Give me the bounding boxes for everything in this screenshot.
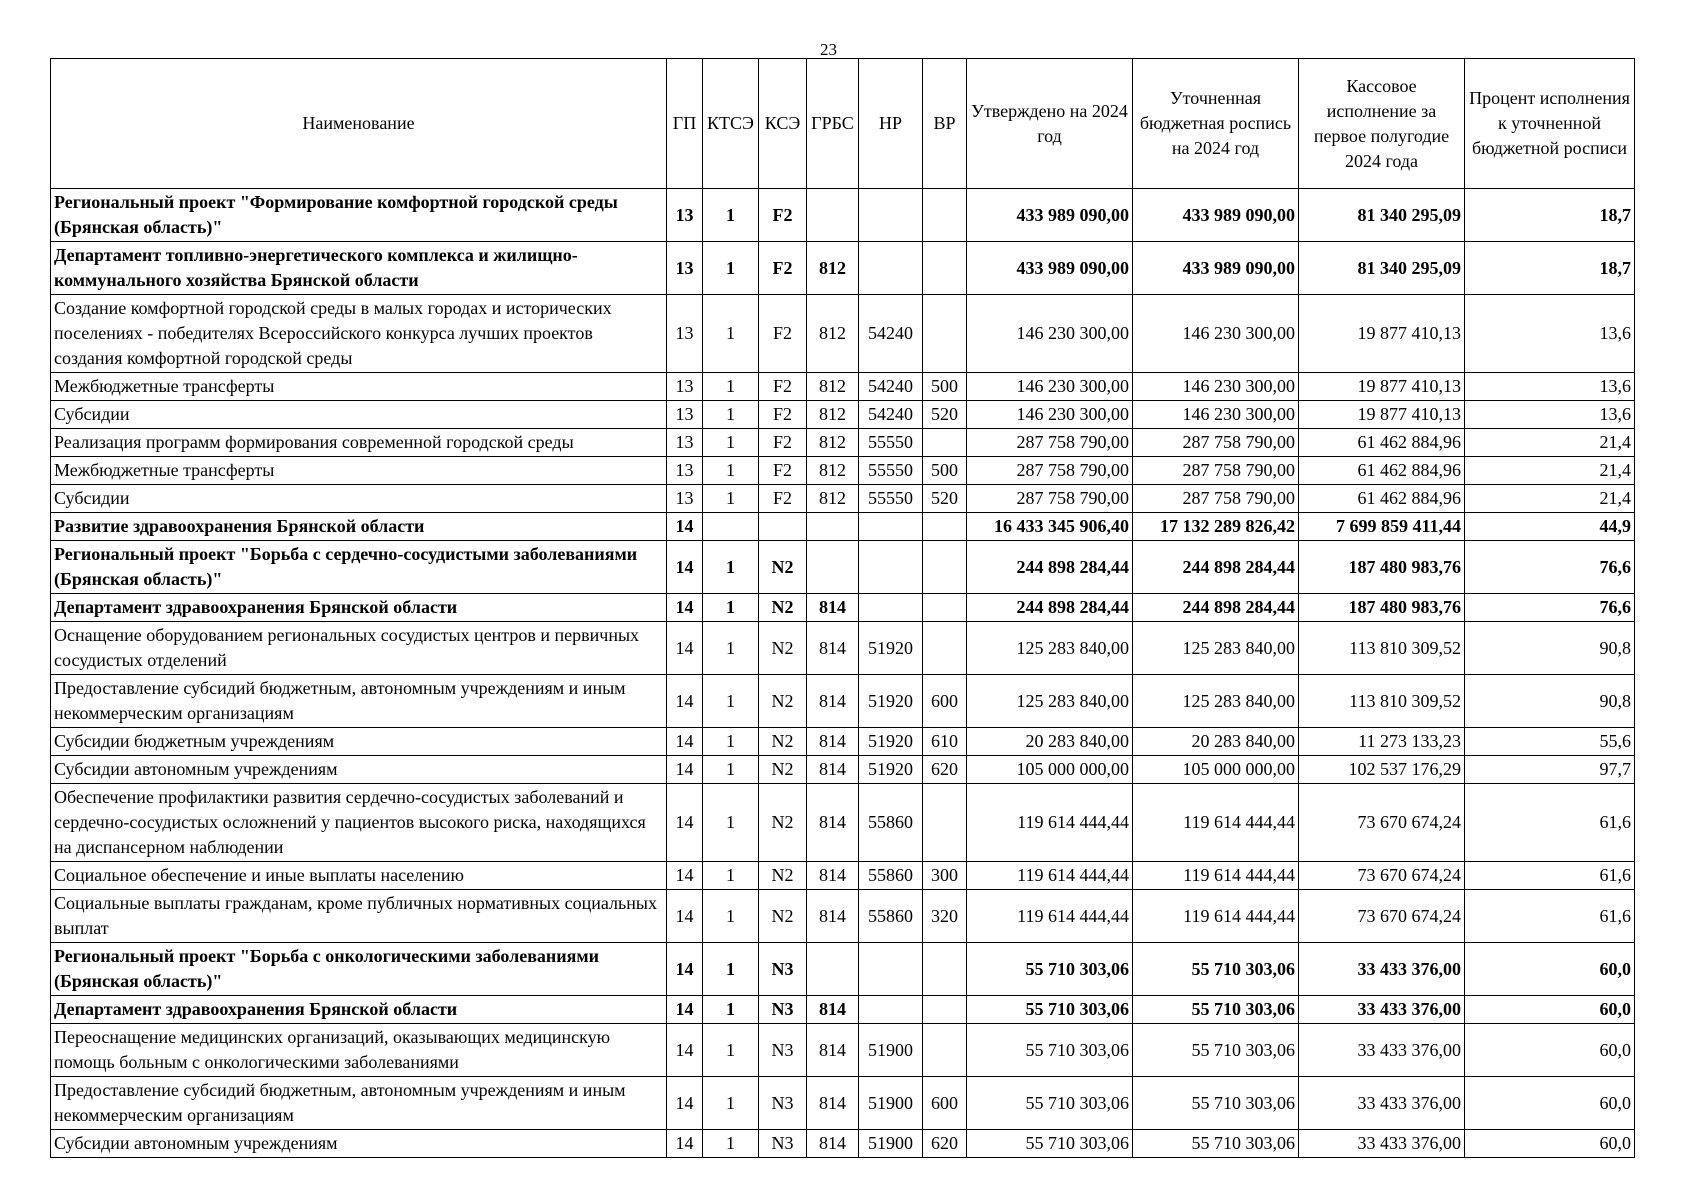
cell-kse: N2 (759, 862, 807, 890)
cell-approved: 119 614 444,44 (967, 862, 1133, 890)
header-percent: Процент исполнения к уточненной бюджетной росписи (1465, 59, 1635, 189)
cell-cash: 33 433 376,00 (1299, 1130, 1465, 1158)
cell-kse: N2 (759, 541, 807, 594)
cell-cash: 19 877 410,13 (1299, 401, 1465, 429)
cell-vr (923, 1024, 967, 1077)
table-row (51, 728, 1635, 756)
table-row (51, 242, 1635, 295)
cell-grbs: 812 (807, 373, 859, 401)
cell-vr (923, 784, 967, 862)
cell-approved: 125 283 840,00 (967, 675, 1133, 728)
cell-pct: 13,6 (1465, 401, 1635, 429)
cell-ktse: 1 (703, 457, 759, 485)
cell-pct: 90,8 (1465, 622, 1635, 675)
cell-approved: 433 989 090,00 (967, 189, 1133, 242)
cell-pct: 90,8 (1465, 675, 1635, 728)
cell-gp: 14 (667, 1130, 703, 1158)
cell-ktse: 1 (703, 401, 759, 429)
cell-kse: N2 (759, 784, 807, 862)
cell-approved: 105 000 000,00 (967, 756, 1133, 784)
cell-cash: 187 480 983,76 (1299, 594, 1465, 622)
cell-gp: 14 (667, 890, 703, 943)
cell-pct: 44,9 (1465, 513, 1635, 541)
table-row (51, 513, 1635, 541)
cell-refined: 125 283 840,00 (1133, 622, 1299, 675)
cell-pct: 21,4 (1465, 429, 1635, 457)
cell-name: Департамент здравоохранения Брянской области (51, 594, 667, 622)
header-grbs: ГРБС (807, 59, 859, 189)
cell-name: Департамент здравоохранения Брянской области (51, 996, 667, 1024)
table-row (51, 541, 1635, 594)
cell-refined: 244 898 284,44 (1133, 541, 1299, 594)
cell-cash: 33 433 376,00 (1299, 1077, 1465, 1130)
cell-gp: 14 (667, 784, 703, 862)
cell-kse: F2 (759, 242, 807, 295)
table-row (51, 189, 1635, 242)
cell-kse: F2 (759, 485, 807, 513)
header-cash: Кассовое исполнение за первое полугодие 2024 года (1299, 59, 1465, 189)
cell-refined: 287 758 790,00 (1133, 485, 1299, 513)
cell-nr: 54240 (859, 373, 923, 401)
cell-refined: 55 710 303,06 (1133, 1077, 1299, 1130)
cell-cash: 19 877 410,13 (1299, 373, 1465, 401)
cell-nr: 51900 (859, 1130, 923, 1158)
cell-gp: 14 (667, 996, 703, 1024)
table-row (51, 295, 1635, 373)
cell-gp: 14 (667, 513, 703, 541)
cell-cash: 73 670 674,24 (1299, 890, 1465, 943)
cell-cash: 33 433 376,00 (1299, 996, 1465, 1024)
cell-name: Департамент топливно-энергетического комплекса и жилищно-коммунального хозяйства Брянской области (51, 242, 667, 295)
page-number: 23 (820, 40, 837, 59)
cell-kse: F2 (759, 457, 807, 485)
cell-name: Предоставление субсидий бюджетным, автономным учреждениям и иным некоммерческим организациям (51, 1077, 667, 1130)
cell-approved: 55 710 303,06 (967, 1077, 1133, 1130)
cell-refined: 119 614 444,44 (1133, 862, 1299, 890)
cell-name: Субсидии (51, 401, 667, 429)
cell-approved: 55 710 303,06 (967, 1024, 1133, 1077)
cell-refined: 287 758 790,00 (1133, 429, 1299, 457)
cell-approved: 119 614 444,44 (967, 784, 1133, 862)
header-ktse: КТСЭ (703, 59, 759, 189)
cell-name: Субсидии (51, 485, 667, 513)
header-approved: Утверждено на 2024 год (967, 59, 1133, 189)
cell-ktse: 1 (703, 373, 759, 401)
cell-pct: 61,6 (1465, 890, 1635, 943)
cell-gp: 14 (667, 1024, 703, 1077)
table-row (51, 1077, 1635, 1130)
cell-gp: 14 (667, 675, 703, 728)
cell-vr: 320 (923, 890, 967, 943)
cell-nr (859, 943, 923, 996)
cell-gp: 14 (667, 541, 703, 594)
cell-name: Обеспечение профилактики развития сердечно-сосудистых заболеваний и сердечно-сосудистых осложнений у пациентов высокого риска, находящихся на диспансерном наблюдении (51, 784, 667, 862)
cell-vr (923, 189, 967, 242)
cell-nr: 55550 (859, 457, 923, 485)
table-body (51, 189, 1635, 1158)
cell-cash: 61 462 884,96 (1299, 457, 1465, 485)
cell-cash: 33 433 376,00 (1299, 1024, 1465, 1077)
table-row (51, 594, 1635, 622)
cell-approved: 125 283 840,00 (967, 622, 1133, 675)
cell-nr: 51900 (859, 1077, 923, 1130)
cell-pct: 60,0 (1465, 996, 1635, 1024)
cell-vr (923, 242, 967, 295)
cell-vr (923, 996, 967, 1024)
cell-refined: 433 989 090,00 (1133, 189, 1299, 242)
cell-nr: 55550 (859, 485, 923, 513)
cell-gp: 13 (667, 189, 703, 242)
cell-pct: 13,6 (1465, 373, 1635, 401)
cell-vr (923, 594, 967, 622)
cell-gp: 13 (667, 242, 703, 295)
cell-refined: 17 132 289 826,42 (1133, 513, 1299, 541)
cell-pct: 21,4 (1465, 457, 1635, 485)
cell-pct: 60,0 (1465, 943, 1635, 996)
cell-vr: 610 (923, 728, 967, 756)
cell-ktse: 1 (703, 594, 759, 622)
cell-nr: 51920 (859, 622, 923, 675)
cell-name: Межбюджетные трансферты (51, 457, 667, 485)
cell-vr: 620 (923, 1130, 967, 1158)
cell-vr: 520 (923, 401, 967, 429)
cell-refined: 55 710 303,06 (1133, 1130, 1299, 1158)
cell-approved: 433 989 090,00 (967, 242, 1133, 295)
header-nr: НР (859, 59, 923, 189)
cell-cash: 81 340 295,09 (1299, 242, 1465, 295)
cell-approved: 146 230 300,00 (967, 373, 1133, 401)
cell-grbs (807, 189, 859, 242)
cell-kse: N3 (759, 1130, 807, 1158)
cell-name: Субсидии автономным учреждениям (51, 1130, 667, 1158)
cell-vr (923, 943, 967, 996)
cell-ktse: 1 (703, 1024, 759, 1077)
table-row (51, 675, 1635, 728)
header-refined: Уточненная бюджетная роспись на 2024 год (1133, 59, 1299, 189)
cell-ktse: 1 (703, 429, 759, 457)
cell-kse: N3 (759, 996, 807, 1024)
cell-grbs (807, 943, 859, 996)
cell-refined: 146 230 300,00 (1133, 373, 1299, 401)
cell-gp: 14 (667, 756, 703, 784)
cell-ktse: 1 (703, 890, 759, 943)
cell-name: Предоставление субсидий бюджетным, автономным учреждениям и иным некоммерческим организациям (51, 675, 667, 728)
cell-cash: 187 480 983,76 (1299, 541, 1465, 594)
cell-grbs: 814 (807, 1077, 859, 1130)
cell-pct: 61,6 (1465, 862, 1635, 890)
cell-nr: 55860 (859, 784, 923, 862)
cell-approved: 20 283 840,00 (967, 728, 1133, 756)
cell-pct: 76,6 (1465, 594, 1635, 622)
cell-ktse: 1 (703, 675, 759, 728)
cell-pct: 97,7 (1465, 756, 1635, 784)
cell-refined: 119 614 444,44 (1133, 784, 1299, 862)
cell-kse: F2 (759, 295, 807, 373)
table-row (51, 1024, 1635, 1077)
cell-kse (759, 513, 807, 541)
budget-table (50, 58, 1635, 1158)
cell-approved: 287 758 790,00 (967, 485, 1133, 513)
cell-vr: 520 (923, 485, 967, 513)
table-row (51, 429, 1635, 457)
cell-refined: 20 283 840,00 (1133, 728, 1299, 756)
cell-name: Субсидии бюджетным учреждениям (51, 728, 667, 756)
cell-approved: 244 898 284,44 (967, 594, 1133, 622)
cell-refined: 146 230 300,00 (1133, 295, 1299, 373)
cell-kse: N3 (759, 1077, 807, 1130)
cell-approved: 16 433 345 906,40 (967, 513, 1133, 541)
cell-pct: 60,0 (1465, 1024, 1635, 1077)
table-row (51, 457, 1635, 485)
cell-grbs: 814 (807, 594, 859, 622)
cell-ktse: 1 (703, 728, 759, 756)
cell-kse: N2 (759, 890, 807, 943)
cell-ktse: 1 (703, 943, 759, 996)
cell-grbs: 814 (807, 756, 859, 784)
cell-vr (923, 541, 967, 594)
cell-nr: 55860 (859, 890, 923, 943)
cell-gp: 14 (667, 594, 703, 622)
cell-name: Реализация программ формирования современной городской среды (51, 429, 667, 457)
table-row (51, 996, 1635, 1024)
table-row (51, 373, 1635, 401)
cell-vr: 600 (923, 1077, 967, 1130)
cell-ktse: 1 (703, 541, 759, 594)
cell-vr: 500 (923, 457, 967, 485)
cell-grbs: 812 (807, 429, 859, 457)
cell-grbs: 814 (807, 675, 859, 728)
cell-refined: 146 230 300,00 (1133, 401, 1299, 429)
cell-kse: F2 (759, 401, 807, 429)
cell-kse: N2 (759, 675, 807, 728)
cell-refined: 244 898 284,44 (1133, 594, 1299, 622)
cell-kse: F2 (759, 373, 807, 401)
cell-name: Региональный проект "Формирование комфортной городской среды (Брянская область)" (51, 189, 667, 242)
cell-ktse: 1 (703, 189, 759, 242)
cell-cash: 73 670 674,24 (1299, 784, 1465, 862)
table-row (51, 485, 1635, 513)
cell-ktse: 1 (703, 622, 759, 675)
cell-refined: 55 710 303,06 (1133, 943, 1299, 996)
cell-gp: 14 (667, 943, 703, 996)
table-row (51, 862, 1635, 890)
cell-refined: 287 758 790,00 (1133, 457, 1299, 485)
table-row (51, 756, 1635, 784)
cell-nr (859, 541, 923, 594)
cell-refined: 55 710 303,06 (1133, 996, 1299, 1024)
cell-name: Социальные выплаты гражданам, кроме публичных нормативных социальных выплат (51, 890, 667, 943)
cell-gp: 14 (667, 1077, 703, 1130)
cell-nr: 54240 (859, 295, 923, 373)
cell-refined: 433 989 090,00 (1133, 242, 1299, 295)
cell-gp: 13 (667, 429, 703, 457)
cell-name: Социальное обеспечение и иные выплаты населению (51, 862, 667, 890)
header-name: Наименование (51, 59, 667, 189)
cell-grbs: 814 (807, 996, 859, 1024)
cell-gp: 13 (667, 401, 703, 429)
cell-ktse: 1 (703, 996, 759, 1024)
cell-cash: 113 810 309,52 (1299, 675, 1465, 728)
cell-grbs (807, 513, 859, 541)
cell-grbs: 814 (807, 862, 859, 890)
cell-name: Переоснащение медицинских организаций, оказывающих медицинскую помощь больным с онкологическими заболеваниями (51, 1024, 667, 1077)
cell-cash: 33 433 376,00 (1299, 943, 1465, 996)
cell-refined: 125 283 840,00 (1133, 675, 1299, 728)
cell-ktse: 1 (703, 242, 759, 295)
cell-approved: 244 898 284,44 (967, 541, 1133, 594)
table-header-row (51, 59, 1635, 189)
cell-name: Субсидии автономным учреждениям (51, 756, 667, 784)
cell-name: Оснащение оборудованием региональных сосудистых центров и первичных сосудистых отделений (51, 622, 667, 675)
cell-nr: 51920 (859, 675, 923, 728)
cell-kse: N2 (759, 728, 807, 756)
cell-gp: 13 (667, 485, 703, 513)
cell-ktse: 1 (703, 1130, 759, 1158)
cell-refined: 105 000 000,00 (1133, 756, 1299, 784)
table-row (51, 890, 1635, 943)
cell-kse: F2 (759, 429, 807, 457)
cell-approved: 119 614 444,44 (967, 890, 1133, 943)
cell-grbs: 812 (807, 485, 859, 513)
cell-kse: N3 (759, 1024, 807, 1077)
header-gp: ГП (667, 59, 703, 189)
cell-ktse: 1 (703, 295, 759, 373)
cell-nr (859, 513, 923, 541)
cell-vr: 500 (923, 373, 967, 401)
cell-ktse: 1 (703, 784, 759, 862)
cell-cash: 73 670 674,24 (1299, 862, 1465, 890)
cell-pct: 76,6 (1465, 541, 1635, 594)
cell-vr: 620 (923, 756, 967, 784)
cell-grbs: 812 (807, 295, 859, 373)
cell-pct: 60,0 (1465, 1130, 1635, 1158)
cell-kse: F2 (759, 189, 807, 242)
cell-approved: 146 230 300,00 (967, 401, 1133, 429)
cell-cash: 61 462 884,96 (1299, 485, 1465, 513)
cell-name: Межбюджетные трансферты (51, 373, 667, 401)
cell-grbs: 814 (807, 622, 859, 675)
cell-grbs (807, 541, 859, 594)
cell-grbs: 814 (807, 784, 859, 862)
cell-cash: 11 273 133,23 (1299, 728, 1465, 756)
cell-gp: 13 (667, 457, 703, 485)
cell-nr: 54240 (859, 401, 923, 429)
cell-cash: 7 699 859 411,44 (1299, 513, 1465, 541)
cell-nr: 51900 (859, 1024, 923, 1077)
cell-gp: 14 (667, 622, 703, 675)
table-row (51, 943, 1635, 996)
cell-vr (923, 429, 967, 457)
header-vr: ВР (923, 59, 967, 189)
cell-grbs: 812 (807, 457, 859, 485)
cell-gp: 13 (667, 295, 703, 373)
cell-nr (859, 189, 923, 242)
cell-nr (859, 242, 923, 295)
cell-grbs: 812 (807, 401, 859, 429)
cell-kse: N2 (759, 622, 807, 675)
cell-refined: 119 614 444,44 (1133, 890, 1299, 943)
cell-vr (923, 513, 967, 541)
cell-vr (923, 622, 967, 675)
cell-refined: 55 710 303,06 (1133, 1024, 1299, 1077)
table-row (51, 401, 1635, 429)
cell-cash: 61 462 884,96 (1299, 429, 1465, 457)
header-kse: КСЭ (759, 59, 807, 189)
cell-approved: 55 710 303,06 (967, 996, 1133, 1024)
cell-kse: N2 (759, 756, 807, 784)
cell-grbs: 814 (807, 890, 859, 943)
cell-nr: 51920 (859, 756, 923, 784)
cell-vr: 600 (923, 675, 967, 728)
cell-nr (859, 996, 923, 1024)
cell-cash: 113 810 309,52 (1299, 622, 1465, 675)
cell-approved: 146 230 300,00 (967, 295, 1133, 373)
cell-ktse: 1 (703, 862, 759, 890)
cell-nr: 51920 (859, 728, 923, 756)
cell-approved: 55 710 303,06 (967, 1130, 1133, 1158)
cell-pct: 18,7 (1465, 189, 1635, 242)
cell-approved: 55 710 303,06 (967, 943, 1133, 996)
cell-nr: 55550 (859, 429, 923, 457)
cell-gp: 13 (667, 373, 703, 401)
cell-pct: 61,6 (1465, 784, 1635, 862)
cell-vr (923, 295, 967, 373)
table-row (51, 784, 1635, 862)
cell-name: Развитие здравоохранения Брянской области (51, 513, 667, 541)
cell-ktse: 1 (703, 485, 759, 513)
cell-approved: 287 758 790,00 (967, 429, 1133, 457)
cell-kse: N2 (759, 594, 807, 622)
cell-approved: 287 758 790,00 (967, 457, 1133, 485)
table-row (51, 1130, 1635, 1158)
cell-gp: 14 (667, 728, 703, 756)
cell-nr (859, 594, 923, 622)
cell-pct: 13,6 (1465, 295, 1635, 373)
cell-cash: 81 340 295,09 (1299, 189, 1465, 242)
cell-grbs: 814 (807, 1024, 859, 1077)
cell-kse: N3 (759, 943, 807, 996)
cell-gp: 14 (667, 862, 703, 890)
cell-name: Региональный проект "Борьба с сердечно-сосудистыми заболеваниями (Брянская область)" (51, 541, 667, 594)
cell-ktse (703, 513, 759, 541)
table-row (51, 622, 1635, 675)
cell-pct: 21,4 (1465, 485, 1635, 513)
cell-name: Региональный проект "Борьба с онкологическими заболеваниями (Брянская область)" (51, 943, 667, 996)
cell-grbs: 812 (807, 242, 859, 295)
cell-pct: 18,7 (1465, 242, 1635, 295)
cell-cash: 102 537 176,29 (1299, 756, 1465, 784)
cell-ktse: 1 (703, 1077, 759, 1130)
cell-cash: 19 877 410,13 (1299, 295, 1465, 373)
cell-name: Создание комфортной городской среды в малых городах и исторических поселениях - победителях Всероссийского конкурса лучших проектов создания комфортной городской среды (51, 295, 667, 373)
cell-nr: 55860 (859, 862, 923, 890)
cell-pct: 60,0 (1465, 1077, 1635, 1130)
cell-grbs: 814 (807, 728, 859, 756)
cell-grbs: 814 (807, 1130, 859, 1158)
cell-pct: 55,6 (1465, 728, 1635, 756)
cell-ktse: 1 (703, 756, 759, 784)
cell-vr: 300 (923, 862, 967, 890)
